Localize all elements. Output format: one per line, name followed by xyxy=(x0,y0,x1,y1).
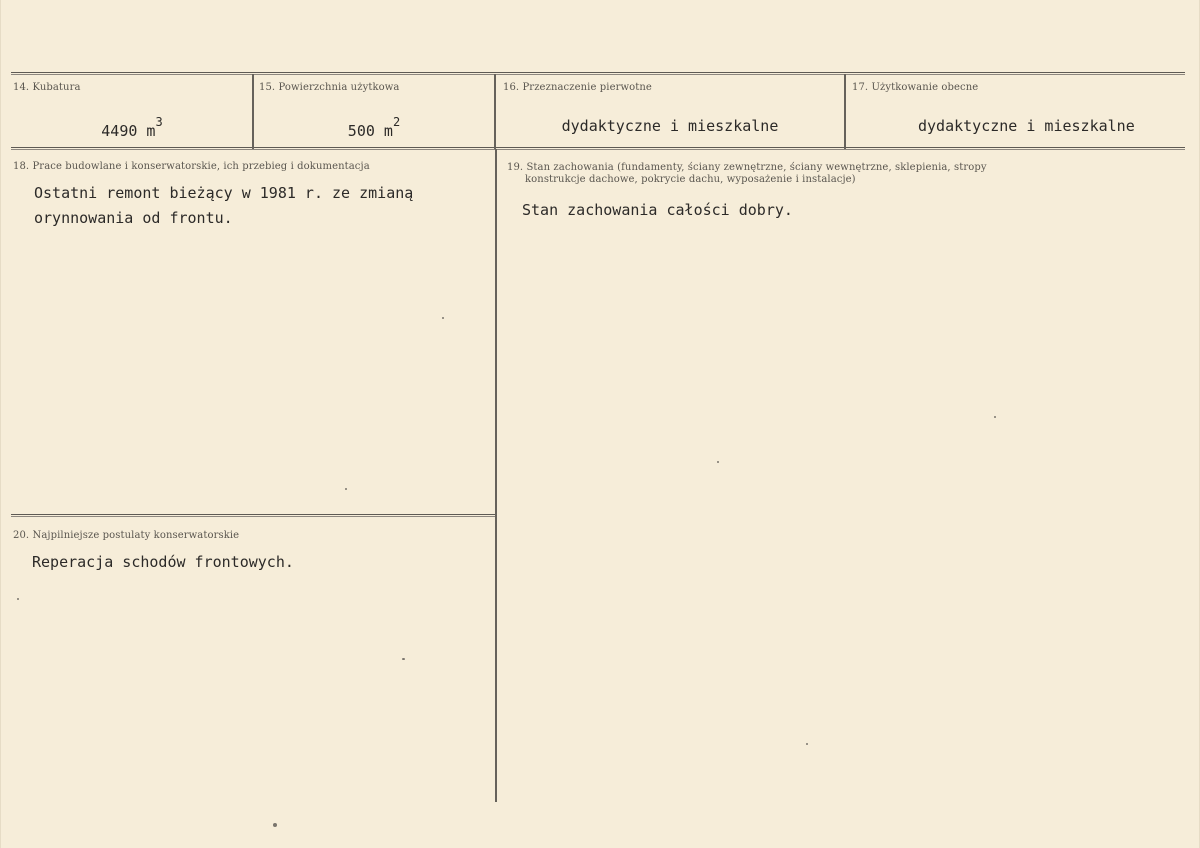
field-19-value: Stan zachowania całości dobry. xyxy=(522,201,793,219)
field-19-label-line-2: konstrukcje dachowe, pokrycie dachu, wyposażenie i instalacje) xyxy=(525,174,856,185)
field-19-label-line-1: 19. Stan zachowania (fundamenty, ściany zewnętrzne, ściany wewnętrzne, sklepienia, stropy xyxy=(507,162,987,173)
field-18-value-line-2: orynnowania od frontu. xyxy=(34,209,233,227)
paper-speck xyxy=(273,823,277,827)
field-20-label: 20. Najpilniejsze postulaty konserwatorskie xyxy=(13,530,240,541)
main-column-divider xyxy=(495,149,497,802)
left-middle-rule xyxy=(11,514,495,517)
paper-speck xyxy=(345,488,347,490)
field-16-value: dydaktyczne i mieszkalne xyxy=(561,117,779,135)
field-14-label: 14. Kubatura xyxy=(13,82,81,93)
field-20-value: Reperacja schodów frontowych. xyxy=(32,553,294,571)
divider-16-17 xyxy=(844,74,846,149)
field-16-label: 16. Przeznaczenie pierwotne xyxy=(503,82,652,93)
upper-middle-rule xyxy=(11,147,1185,150)
field-15-value: 500 $m^2$ xyxy=(347,115,401,140)
field-15-unit-exponent: 2 xyxy=(392,115,401,129)
field-14-unit-exponent: 3 xyxy=(155,115,163,129)
field-18-label: 18. Prace budowlane i konserwatorskie, ich przebieg i dokumentacja xyxy=(13,161,370,172)
divider-15-16 xyxy=(494,74,496,149)
paper-speck xyxy=(17,598,19,600)
paper-speck xyxy=(994,416,996,418)
divider-14-15 xyxy=(252,74,254,149)
field-14-value: 4490 $m^3$ xyxy=(101,115,163,140)
field-17-value: dydaktyczne i mieszkalne xyxy=(918,117,1135,135)
top-rule xyxy=(11,72,1185,75)
field-18-value-line-1: Ostatni remont bieżący w 1981 r. ze zmianą xyxy=(34,184,414,202)
field-15-label: 15. Powierzchnia użytkowa xyxy=(259,82,400,93)
paper-speck xyxy=(402,658,405,660)
paper-speck xyxy=(442,317,444,319)
paper-speck xyxy=(717,461,719,463)
paper-speck xyxy=(806,743,808,745)
field-17-label: 17. Użytkowanie obecne xyxy=(852,82,979,93)
